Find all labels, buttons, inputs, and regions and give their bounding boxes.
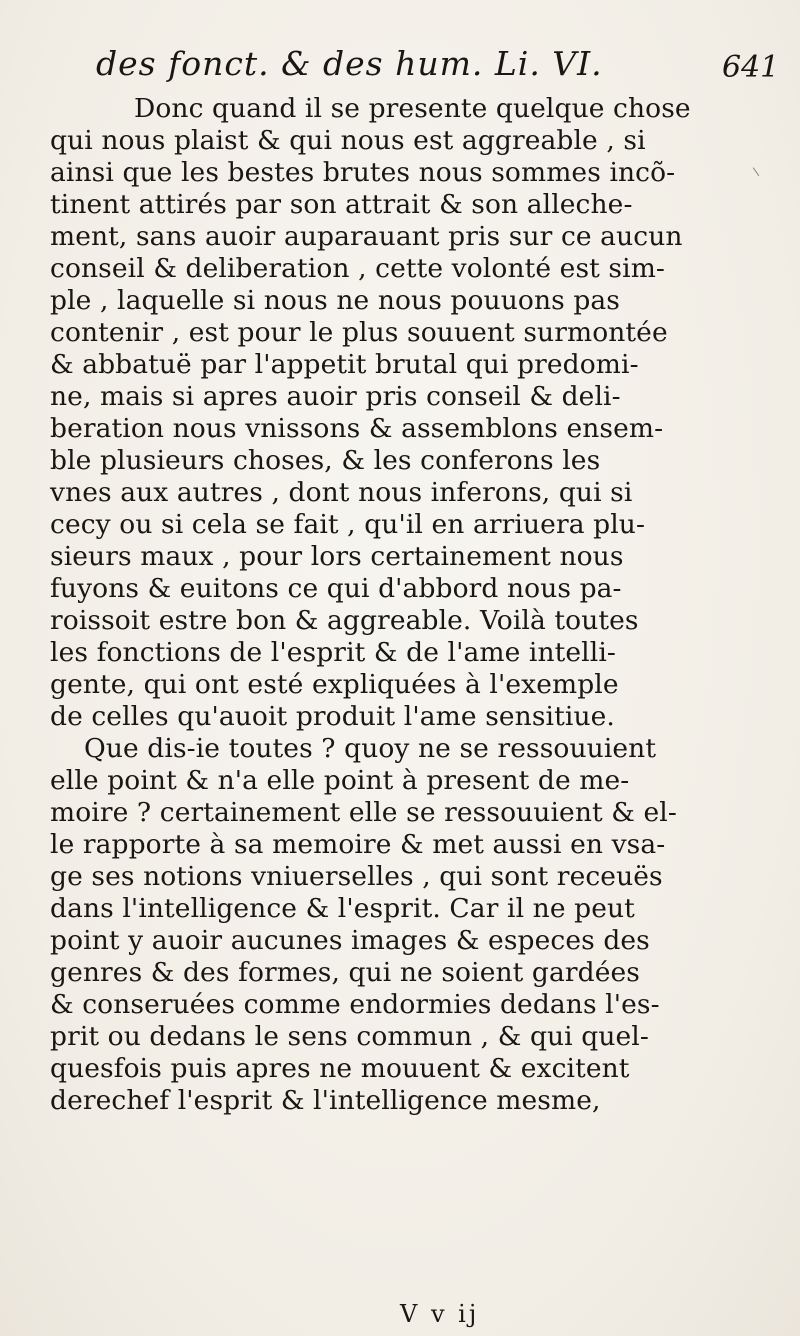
- text-line: genres & des formes, qui ne soient gardées: [50, 957, 640, 988]
- text-line: & abbatuë par l'appetit brutal qui predomi-: [50, 349, 639, 380]
- text-line: Donc quand il se presente quelque chose: [134, 93, 691, 124]
- text-line: vnes aux autres , dont nous inferons, qui si: [50, 477, 633, 508]
- text-line: & conseruées comme endormies dedans l'es-: [50, 989, 660, 1020]
- running-head: des fonct. & des hum. Li. VI.: [96, 44, 603, 83]
- text-line: Que dis-ie toutes ? quoy ne se ressouuient: [84, 733, 657, 764]
- text-line: gente, qui ont esté expliquées à l'exemple: [50, 669, 619, 700]
- text-line: roissoit estre bon & aggreable. Voilà toutes: [50, 605, 639, 636]
- text-line: point y auoir aucunes images & especes des: [50, 925, 650, 956]
- text-line: beration nous vnissons & assemblons ensem-: [50, 413, 664, 444]
- text-line: ainsi que les bestes brutes nous sommes incõ-: [50, 157, 676, 188]
- text-line: qui nous plaist & qui nous est aggreable , si: [50, 125, 646, 156]
- text-line: cecy ou si cela se fait , qu'il en arriuera plu-: [50, 509, 646, 540]
- text-line: contenir , est pour le plus souuent surmontée: [50, 317, 668, 348]
- text-line: moire ? certainement elle se ressouuient & el-: [50, 797, 677, 828]
- text-line: ment, sans auoir auparauant pris sur ce aucun: [50, 221, 683, 252]
- text-line: prit ou dedans le sens commun , & qui quel-: [50, 1021, 649, 1052]
- text-line: sieurs maux , pour lors certainement nous: [50, 541, 624, 572]
- text-line: le rapporte à sa memoire & met aussi en vsa-: [50, 829, 666, 860]
- text-line: quesfois puis apres ne mouuent & excitent: [50, 1053, 630, 1084]
- page-number: 641: [722, 50, 780, 85]
- text-line: dans l'intelligence & l'esprit. Car il ne peut: [50, 893, 635, 924]
- text-line: fuyons & euitons ce qui d'abbord nous pa-: [50, 573, 622, 604]
- text-line: conseil & deliberation , cette volonté est sim-: [50, 253, 665, 284]
- text-line: tinent attirés par son attrait & son alleche-: [50, 189, 633, 220]
- text-line: derechef l'esprit & l'intelligence mesme,: [50, 1085, 601, 1116]
- text-line: de celles qu'auoit produit l'ame sensitiue.: [50, 701, 615, 732]
- text-line: ne, mais si apres auoir pris conseil & deli-: [50, 381, 621, 412]
- text-line: elle point & n'a elle point à present de me-: [50, 765, 630, 796]
- text-line: les fonctions de l'esprit & de l'ame intelli-: [50, 637, 616, 668]
- text-line: ble plusieurs choses, & les conferons les: [50, 445, 601, 476]
- body-text: [50, 93, 780, 1117]
- text-line: ple , laquelle si nous ne nous pouuons pas: [50, 285, 620, 316]
- signature-mark: V v ij: [400, 1300, 480, 1328]
- text-line: ge ses notions vniuerselles , qui sont receuës: [50, 861, 663, 892]
